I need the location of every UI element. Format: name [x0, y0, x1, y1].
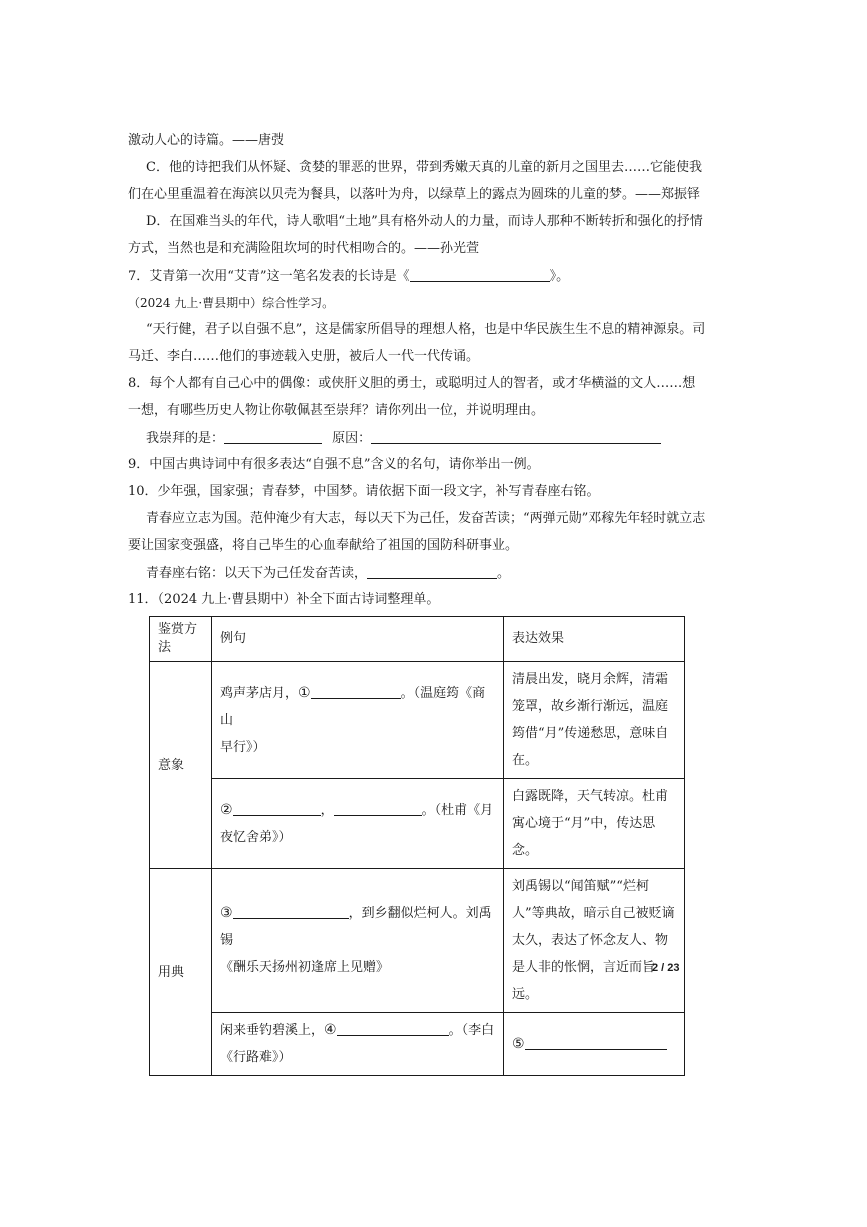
answer-blank[interactable] [410, 267, 550, 282]
effect-cell: 清晨出发，晓月余辉，清霜笼罩，故乡渐行渐远，温庭筠借“月”传递愁思，意味自在。 [504, 662, 685, 779]
motto-label: 青春座右铭：以天下为己任发奋苦读， [146, 566, 368, 581]
table-row [150, 869, 685, 1013]
effect-cell [504, 1013, 685, 1076]
question-10-para1: 青春应立志为国。范仲淹少有大志，每以天下为己任，发奋苦读；“两弹元勋”邓稼先年轻时就立志 [146, 511, 706, 526]
section-heading: （2024 九上·曹县期中）综合性学习。 [128, 296, 335, 310]
answer-blank-2a[interactable] [233, 801, 321, 816]
example-cell [212, 662, 504, 779]
example-text: 。（温庭筠《商山 [220, 685, 486, 728]
intro-line1: “天行健，君子以自强不息”，这是儒家所倡导的理想人格，也是中华民族生生不息的精神源泉。司 [146, 322, 706, 337]
poem-table [149, 616, 685, 1076]
answer-blank-5[interactable] [525, 1035, 667, 1050]
motto-blank[interactable] [367, 564, 497, 579]
option-c-line1: C．他的诗把我们从怀疑、贪婪的罪恶的世界，带到秀嫩天真的儿童的新月之国里去……它能使我 [146, 160, 702, 175]
example-cell [212, 1013, 504, 1076]
intro-line2: 马迁、李白……他们的事迹载入史册，被后人一代一代传诵。 [128, 349, 480, 364]
question-8-line1: 8．每个人都有自己心中的偶像：或侠肝义胆的勇士，或聪明过人的智者，或才华横溢的文人……想 [128, 376, 696, 391]
question-7-end: 》。 [549, 269, 570, 284]
reason-blank[interactable] [371, 429, 661, 444]
example-text: 夜忆舍弟》） [220, 829, 292, 845]
question-10-para2: 要让国家变强盛，将自己毕生的心血奉献给了祖国的国防科研事业。 [128, 538, 519, 553]
answer-blank-3[interactable] [233, 904, 349, 919]
header-method: 鉴赏方法 [150, 617, 212, 662]
option-d-line2: 方式，当然也是和充满险阻坎坷的时代相吻合的。——孙光萱 [128, 241, 480, 256]
header-effect: 表达效果 [504, 617, 685, 662]
method-imagery: 意象 [150, 662, 212, 869]
example-text: 。（杜甫《月 [421, 802, 494, 818]
question-10: 10．少年强，国家强；青春梦，中国梦。请依据下面一段文字，补写青春座右铭。 [128, 484, 600, 499]
example-text: 鸡声茅店月， [220, 685, 299, 701]
example-text: 闲来垂钓碧溪上， [220, 1023, 325, 1038]
effect-cell: 刘禹锡以“闻笛赋”“烂柯人”等典故，暗示自己被贬谪太久，表达了怀念友人、物是人非的怅惘，言近而旨远。 [504, 869, 685, 1013]
reason-label: 原因： [332, 431, 372, 446]
example-text: 《行路难》） [220, 1050, 292, 1065]
example-text: ，到乡翻似烂柯人。刘禹锡 [220, 906, 492, 948]
motto-end: 。 [497, 566, 511, 581]
blank-number-2: ② [220, 801, 233, 818]
question-8-line2: 一想，有哪些历史人物让你敬佩甚至崇拜？请你列出一位，并说明理由。 [128, 403, 545, 418]
admired-label: 我崇拜的是： [146, 431, 225, 446]
effect-cell: 白露既降，天气转凉。杜甫寓心境于“月”中，传达思念。 [504, 779, 685, 869]
example-text: ， [320, 802, 334, 818]
question-11: 11．（2024 九上·曹县期中）补全下面古诗词整理单。 [128, 592, 440, 607]
table-row [150, 1013, 685, 1076]
question-7-text: 7．艾青第一次用“艾青”这一笔名发表的长诗是《 [128, 269, 410, 284]
question-9: 9．中国古典诗词中有很多表达“自强不息”含义的名句，请你举出一例。 [128, 457, 540, 472]
answer-blank-2b[interactable] [334, 801, 422, 816]
table-row [150, 779, 685, 869]
method-allusion: 用典 [150, 869, 212, 1076]
example-text: 。（李白 [448, 1023, 495, 1038]
page-number: 2 / 23 [652, 962, 680, 974]
example-text: 《酬乐天扬州初逢席上见赠》 [220, 960, 390, 975]
example-text: 早行》） [220, 739, 266, 755]
admired-blank[interactable] [224, 429, 322, 444]
question-8-answer-row [146, 429, 661, 448]
answer-blank-4[interactable] [337, 1021, 449, 1036]
table-header-row [150, 617, 685, 662]
option-d-line1: D．在国难当头的年代，诗人歌唱“土地”具有格外动人的力量，而诗人那种不断转折和强化的抒情 [146, 214, 703, 229]
answer-blank-1[interactable] [311, 684, 401, 699]
example-cell [212, 779, 504, 869]
example-cell [212, 869, 504, 1013]
blank-number-5: ⑤ [512, 1035, 525, 1052]
question-7 [128, 267, 569, 286]
blank-number-3: ③ [220, 905, 233, 921]
table-row [150, 662, 685, 779]
header-example: 例句 [212, 617, 504, 662]
motto-row [146, 564, 510, 583]
blank-number-4: ④ [324, 1022, 337, 1038]
blank-number-1: ① [298, 684, 311, 701]
option-c-line2: 们在心里重温着在海滨以贝壳为餐具，以落叶为舟，以绿草上的露点为圆珠的儿童的梦。——郑振铎 [128, 187, 701, 202]
paragraph-end-tangtao: 激动人心的诗篇。——唐弢 [128, 133, 285, 148]
